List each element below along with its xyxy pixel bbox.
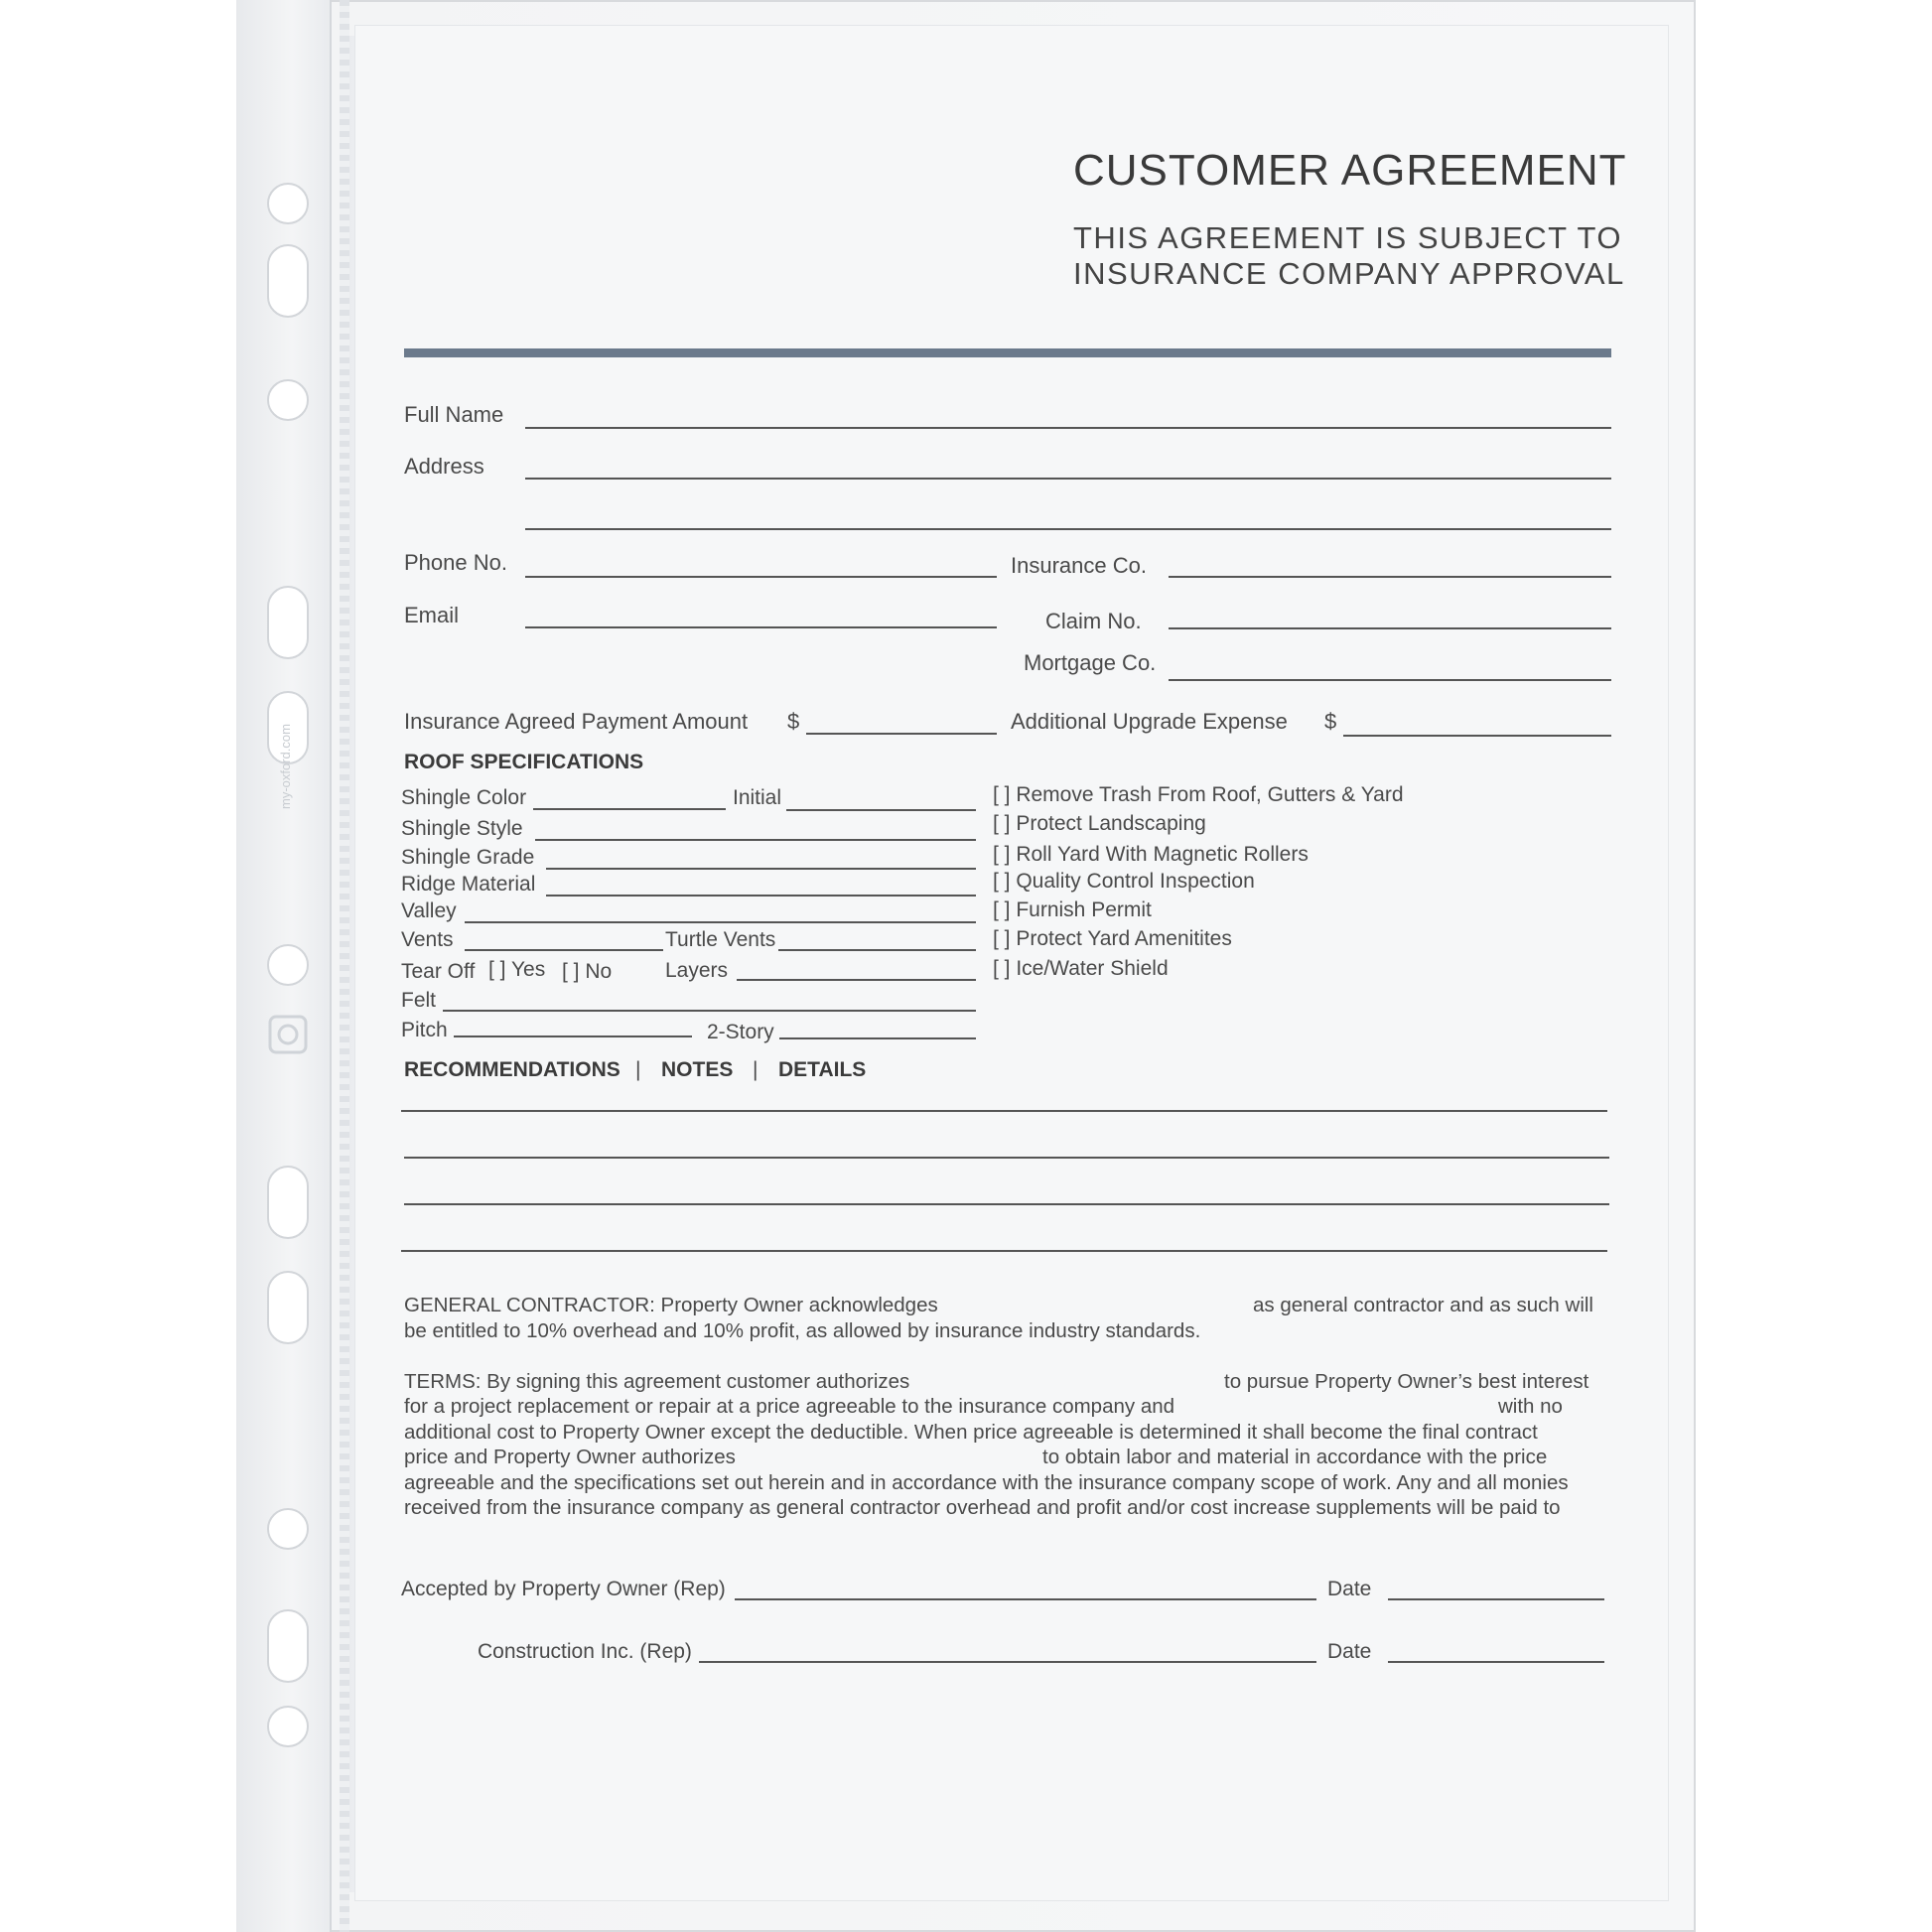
felt-label: Felt — [401, 989, 437, 1012]
checklist-item-ice-water-shield[interactable]: [ ] Ice/Water Shield — [993, 957, 1169, 980]
recommendations-heading: RECOMMENDATIONS — [404, 1058, 621, 1081]
address-label: Address — [404, 454, 484, 479]
form-subtitle-1: THIS AGREEMENT IS SUBJECT TO — [1073, 220, 1623, 255]
notes-heading: NOTES — [661, 1058, 734, 1081]
mortgage-co-label: Mortgage Co. — [1024, 650, 1157, 675]
claim-no-label: Claim No. — [1045, 609, 1142, 633]
upgrade-dollar-sign: $ — [1324, 709, 1337, 734]
felt-field[interactable] — [443, 1010, 976, 1012]
owner-signature-label: Accepted by Property Owner (Rep) — [401, 1578, 726, 1600]
layers-label: Layers — [665, 959, 729, 982]
insurance-payment-field[interactable] — [806, 733, 997, 735]
shingle-style-label: Shingle Style — [401, 817, 523, 840]
punch-hole — [267, 1508, 309, 1550]
general-contractor-text: be entitled to 10% overhead and 10% profit, as allowed by insurance industry standards. — [404, 1319, 1201, 1342]
terms-text: to obtain labor and material in accordance with the price — [1042, 1446, 1548, 1468]
tear-off-yes-checkbox[interactable]: [ ] Yes — [488, 958, 546, 981]
checklist-item-trash[interactable]: [ ] Remove Trash From Roof, Gutters & Yard — [993, 783, 1404, 806]
two-story-label: 2-Story — [707, 1021, 774, 1043]
checklist-item-permit[interactable]: [ ] Furnish Permit — [993, 898, 1152, 921]
insurance-co-label: Insurance Co. — [1011, 553, 1147, 578]
terms-text: additional cost to Property Owner except the deductible. When price agreeable is determined it shall become the final contract — [404, 1421, 1538, 1444]
header-divider — [404, 348, 1611, 357]
heading-separator: | — [753, 1058, 759, 1081]
notes-line[interactable] — [401, 1250, 1607, 1252]
notes-line[interactable] — [401, 1110, 1607, 1112]
pitch-label: Pitch — [401, 1019, 448, 1041]
terms-text: for a project replacement or repair at a price agreeable to the insurance company and — [404, 1395, 1175, 1418]
owner-date-field[interactable] — [1388, 1598, 1604, 1600]
terms-text: to pursue Property Owner’s best interest — [1224, 1370, 1589, 1393]
two-story-field[interactable] — [779, 1037, 976, 1039]
full-name-label: Full Name — [404, 402, 504, 427]
construction-signature-field[interactable] — [699, 1661, 1316, 1663]
payment-dollar-sign: $ — [787, 709, 800, 734]
punch-hole — [267, 1706, 309, 1747]
upgrade-expense-label: Additional Upgrade Expense — [1011, 709, 1288, 734]
punch-hole — [267, 379, 309, 421]
construction-date-field[interactable] — [1388, 1661, 1604, 1663]
punch-hole — [267, 944, 309, 986]
terms-text: received from the insurance company as general contractor overhead and profit and/or cost increase supplements will be paid to — [404, 1496, 1561, 1519]
insurance-co-field[interactable] — [1169, 576, 1611, 578]
checklist-item-landscaping[interactable]: [ ] Protect Landscaping — [993, 812, 1206, 835]
pitch-field[interactable] — [454, 1035, 692, 1037]
phone-field[interactable] — [525, 576, 997, 578]
turtle-vents-label: Turtle Vents — [665, 928, 776, 951]
phone-label: Phone No. — [404, 550, 507, 575]
email-label: Email — [404, 603, 460, 627]
general-contractor-text: as general contractor and as such will — [1253, 1294, 1593, 1316]
address-field-line2[interactable] — [525, 528, 1611, 530]
shingle-grade-field[interactable] — [546, 868, 976, 870]
shingle-style-field[interactable] — [535, 839, 976, 841]
brand-watermark: my-oxford.com — [278, 724, 293, 809]
owner-signature-field[interactable] — [735, 1598, 1316, 1600]
construction-date-label: Date — [1327, 1640, 1372, 1663]
general-contractor-text: GENERAL CONTRACTOR: Property Owner acknowledges — [404, 1294, 938, 1316]
ridge-material-field[interactable] — [546, 895, 976, 897]
sleeve-seam — [340, 0, 349, 1932]
notes-line[interactable] — [404, 1157, 1609, 1159]
vents-label: Vents — [401, 928, 454, 951]
terms-text: with no — [1498, 1395, 1563, 1418]
full-name-field[interactable] — [525, 427, 1611, 429]
insurance-payment-label: Insurance Agreed Payment Amount — [404, 709, 749, 734]
punch-hole — [267, 586, 309, 659]
claim-no-field[interactable] — [1169, 627, 1611, 629]
initial-field[interactable] — [786, 809, 976, 811]
vents-field[interactable] — [465, 949, 663, 951]
shingle-grade-label: Shingle Grade — [401, 846, 535, 869]
oxford-logo-icon — [266, 1013, 310, 1056]
tear-off-label: Tear Off — [401, 960, 476, 983]
terms-text: TERMS: By signing this agreement customer authorizes — [404, 1370, 910, 1393]
shingle-color-field[interactable] — [533, 808, 726, 810]
punch-hole — [267, 1271, 309, 1344]
notes-line[interactable] — [404, 1203, 1609, 1205]
checklist-item-magnetic-rollers[interactable]: [ ] Roll Yard With Magnetic Rollers — [993, 843, 1309, 866]
punch-hole — [267, 183, 309, 224]
checklist-item-quality-control[interactable]: [ ] Quality Control Inspection — [993, 870, 1255, 893]
punch-hole — [267, 1609, 309, 1683]
checklist-item-yard-amenities[interactable]: [ ] Protect Yard Amenitites — [993, 927, 1232, 950]
form-title: CUSTOMER AGREEMENT — [1073, 146, 1627, 195]
initial-label: Initial — [733, 786, 782, 809]
construction-signature-label: Construction Inc. (Rep) — [478, 1640, 692, 1663]
mortgage-co-field[interactable] — [1169, 679, 1611, 681]
punch-hole — [267, 244, 309, 318]
terms-text: price and Property Owner authorizes — [404, 1446, 736, 1468]
turtle-vents-field[interactable] — [778, 949, 976, 951]
ridge-material-label: Ridge Material — [401, 873, 536, 896]
roof-specs-heading: ROOF SPECIFICATIONS — [404, 751, 644, 773]
email-field[interactable] — [525, 626, 997, 628]
tear-off-no-checkbox[interactable]: [ ] No — [562, 960, 613, 983]
heading-separator: | — [635, 1058, 641, 1081]
punch-hole — [267, 1166, 309, 1239]
shingle-color-label: Shingle Color — [401, 786, 527, 809]
form-subtitle-2: INSURANCE COMPANY APPROVAL — [1073, 256, 1625, 291]
details-heading: DETAILS — [778, 1058, 867, 1081]
layers-field[interactable] — [737, 979, 976, 981]
address-field-line1[interactable] — [525, 478, 1611, 480]
terms-text: agreeable and the specifications set out herein and in accordance with the insurance company scope of work. Any and all monies — [404, 1471, 1569, 1494]
owner-date-label: Date — [1327, 1578, 1372, 1600]
valley-field[interactable] — [465, 921, 976, 923]
upgrade-expense-field[interactable] — [1343, 735, 1611, 737]
valley-label: Valley — [401, 899, 457, 922]
